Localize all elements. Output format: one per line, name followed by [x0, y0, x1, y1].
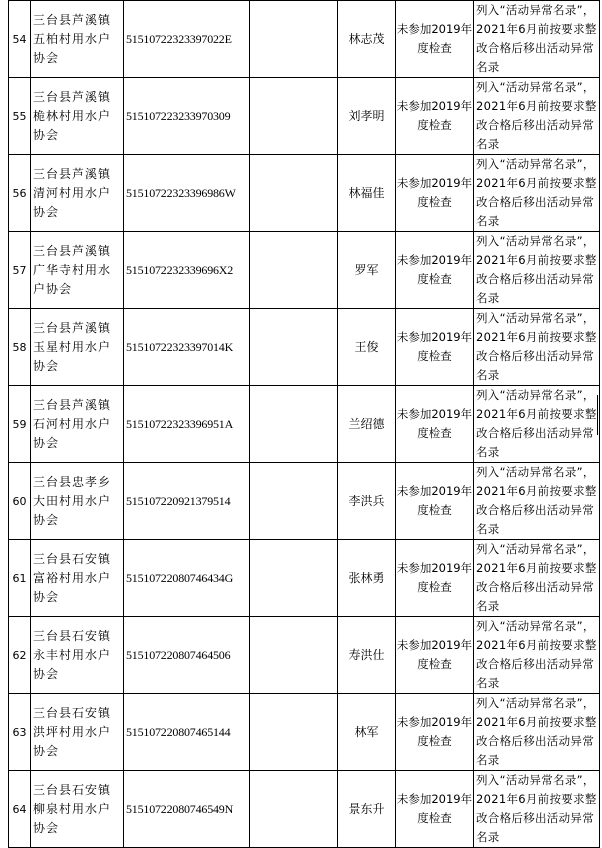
handling-note: 列入“活动异常名录”，2021年6月前按要求整改合格后移出活动异常名录 [474, 617, 600, 694]
association-name: 三台县芦溪镇石河村用水户协会 [31, 386, 124, 463]
legal-person: 张林勇 [338, 540, 396, 617]
association-name: 三台县芦溪镇五柏村用水户协会 [31, 1, 124, 78]
blank-cell [250, 694, 260, 771]
legal-person: 兰绍德 [338, 386, 396, 463]
blank-cell [260, 309, 338, 386]
credit-code: 51510722080746549N [124, 771, 250, 848]
credit-code: 515107220807465144 [124, 694, 250, 771]
handling-note: 列入“活动异常名录”，2021年6月前按要求整改合格后移出活动异常名录 [474, 155, 600, 232]
blank-cell [260, 386, 338, 463]
blank-cell [250, 386, 260, 463]
handling-note: 列入“活动异常名录”，2021年6月前按要求整改合格后移出活动异常名录 [474, 771, 600, 848]
table-row [9, 386, 600, 463]
table-row [9, 1, 600, 78]
blank-cell [260, 155, 338, 232]
handling-note: 列入“活动异常名录”，2021年6月前按要求整改合格后移出活动异常名录 [474, 463, 600, 540]
blank-cell [260, 232, 338, 309]
row-number: 63 [9, 694, 31, 771]
credit-code: 51510722323397014K [124, 309, 250, 386]
blank-cell [250, 540, 260, 617]
blank-cell [260, 1, 338, 78]
association-name: 三台县石安镇永丰村用水户协会 [31, 617, 124, 694]
blank-cell [250, 309, 260, 386]
row-number: 64 [9, 771, 31, 848]
association-name: 三台县忠孝乡大田村用水户协会 [31, 463, 124, 540]
reason-text: 未参加2019年度检查 [396, 386, 474, 463]
reason-text: 未参加2019年度检查 [396, 694, 474, 771]
legal-person: 刘孝明 [338, 78, 396, 155]
association-name: 三台县石安镇富裕村用水户协会 [31, 540, 124, 617]
blank-cell [260, 771, 338, 848]
association-name: 三台县芦溪镇桅林村用水户协会 [31, 78, 124, 155]
legal-person: 林志茂 [338, 1, 396, 78]
credit-code: 5151072232339696X2 [124, 232, 250, 309]
row-number: 61 [9, 540, 31, 617]
reason-text: 未参加2019年度检查 [396, 309, 474, 386]
blank-cell [250, 1, 260, 78]
table-row [9, 309, 600, 386]
reason-text: 未参加2019年度检查 [396, 540, 474, 617]
table-row [9, 155, 600, 232]
handling-note: 列入“活动异常名录”，2021年6月前按要求整改合格后移出活动异常名录 [474, 694, 600, 771]
legal-person: 寿洪仕 [338, 617, 396, 694]
credit-code: 515107223233970309 [124, 78, 250, 155]
association-name: 三台县石安镇柳泉村用水户协会 [31, 771, 124, 848]
row-number: 56 [9, 155, 31, 232]
handling-note: 列入“活动异常名录”，2021年6月前按要求整改合格后移出活动异常名录 [474, 78, 600, 155]
row-number: 62 [9, 617, 31, 694]
reason-text: 未参加2019年度检查 [396, 617, 474, 694]
table-row [9, 540, 600, 617]
handling-note: 列入“活动异常名录”，2021年6月前按要求整改合格后移出活动异常名录 [474, 540, 600, 617]
table-row [9, 771, 600, 848]
row-number: 59 [9, 386, 31, 463]
legal-person: 李洪兵 [338, 463, 396, 540]
association-name: 三台县芦溪镇广华寺村用水户协会 [31, 232, 124, 309]
blank-cell [250, 155, 260, 232]
table-body [9, 1, 600, 848]
reason-text: 未参加2019年度检查 [396, 771, 474, 848]
blank-cell [260, 694, 338, 771]
credit-code: 51510722323396986W [124, 155, 250, 232]
association-table [8, 0, 600, 848]
row-number: 57 [9, 232, 31, 309]
blank-cell [250, 232, 260, 309]
credit-code: 515107220921379514 [124, 463, 250, 540]
table-row [9, 78, 600, 155]
row-number: 54 [9, 1, 31, 78]
edge-divider [597, 395, 598, 435]
blank-cell [260, 617, 338, 694]
legal-person: 林福佳 [338, 155, 396, 232]
table-row [9, 694, 600, 771]
reason-text: 未参加2019年度检查 [396, 232, 474, 309]
handling-note: 列入“活动异常名录”，2021年6月前按要求整改合格后移出活动异常名录 [474, 309, 600, 386]
blank-cell [260, 463, 338, 540]
handling-note: 列入“活动异常名录”，2021年6月前按要求整改合格后移出活动异常名录 [474, 1, 600, 78]
table-row [9, 463, 600, 540]
reason-text: 未参加2019年度检查 [396, 1, 474, 78]
blank-cell [260, 540, 338, 617]
row-number: 58 [9, 309, 31, 386]
reason-text: 未参加2019年度检查 [396, 463, 474, 540]
legal-person: 林军 [338, 694, 396, 771]
handling-note: 列入“活动异常名录”，2021年6月前按要求整改合格后移出活动异常名录 [474, 386, 600, 463]
blank-cell [250, 771, 260, 848]
credit-code: 51510722080746434G [124, 540, 250, 617]
reason-text: 未参加2019年度检查 [396, 78, 474, 155]
association-name: 三台县石安镇洪坪村用水户协会 [31, 694, 124, 771]
credit-code: 51510722323397022E [124, 1, 250, 78]
legal-person: 景东升 [338, 771, 396, 848]
legal-person: 罗军 [338, 232, 396, 309]
blank-cell [250, 463, 260, 540]
reason-text: 未参加2019年度检查 [396, 155, 474, 232]
association-name: 三台县芦溪镇玉星村用水户协会 [31, 309, 124, 386]
blank-cell [250, 617, 260, 694]
credit-code: 51510722323396951A [124, 386, 250, 463]
handling-note: 列入“活动异常名录”，2021年6月前按要求整改合格后移出活动异常名录 [474, 232, 600, 309]
blank-cell [250, 78, 260, 155]
row-number: 55 [9, 78, 31, 155]
table-row [9, 617, 600, 694]
credit-code: 515107220807464506 [124, 617, 250, 694]
blank-cell [260, 78, 338, 155]
row-number: 60 [9, 463, 31, 540]
association-name: 三台县芦溪镇清河村用水户协会 [31, 155, 124, 232]
table-row [9, 232, 600, 309]
legal-person: 王俊 [338, 309, 396, 386]
